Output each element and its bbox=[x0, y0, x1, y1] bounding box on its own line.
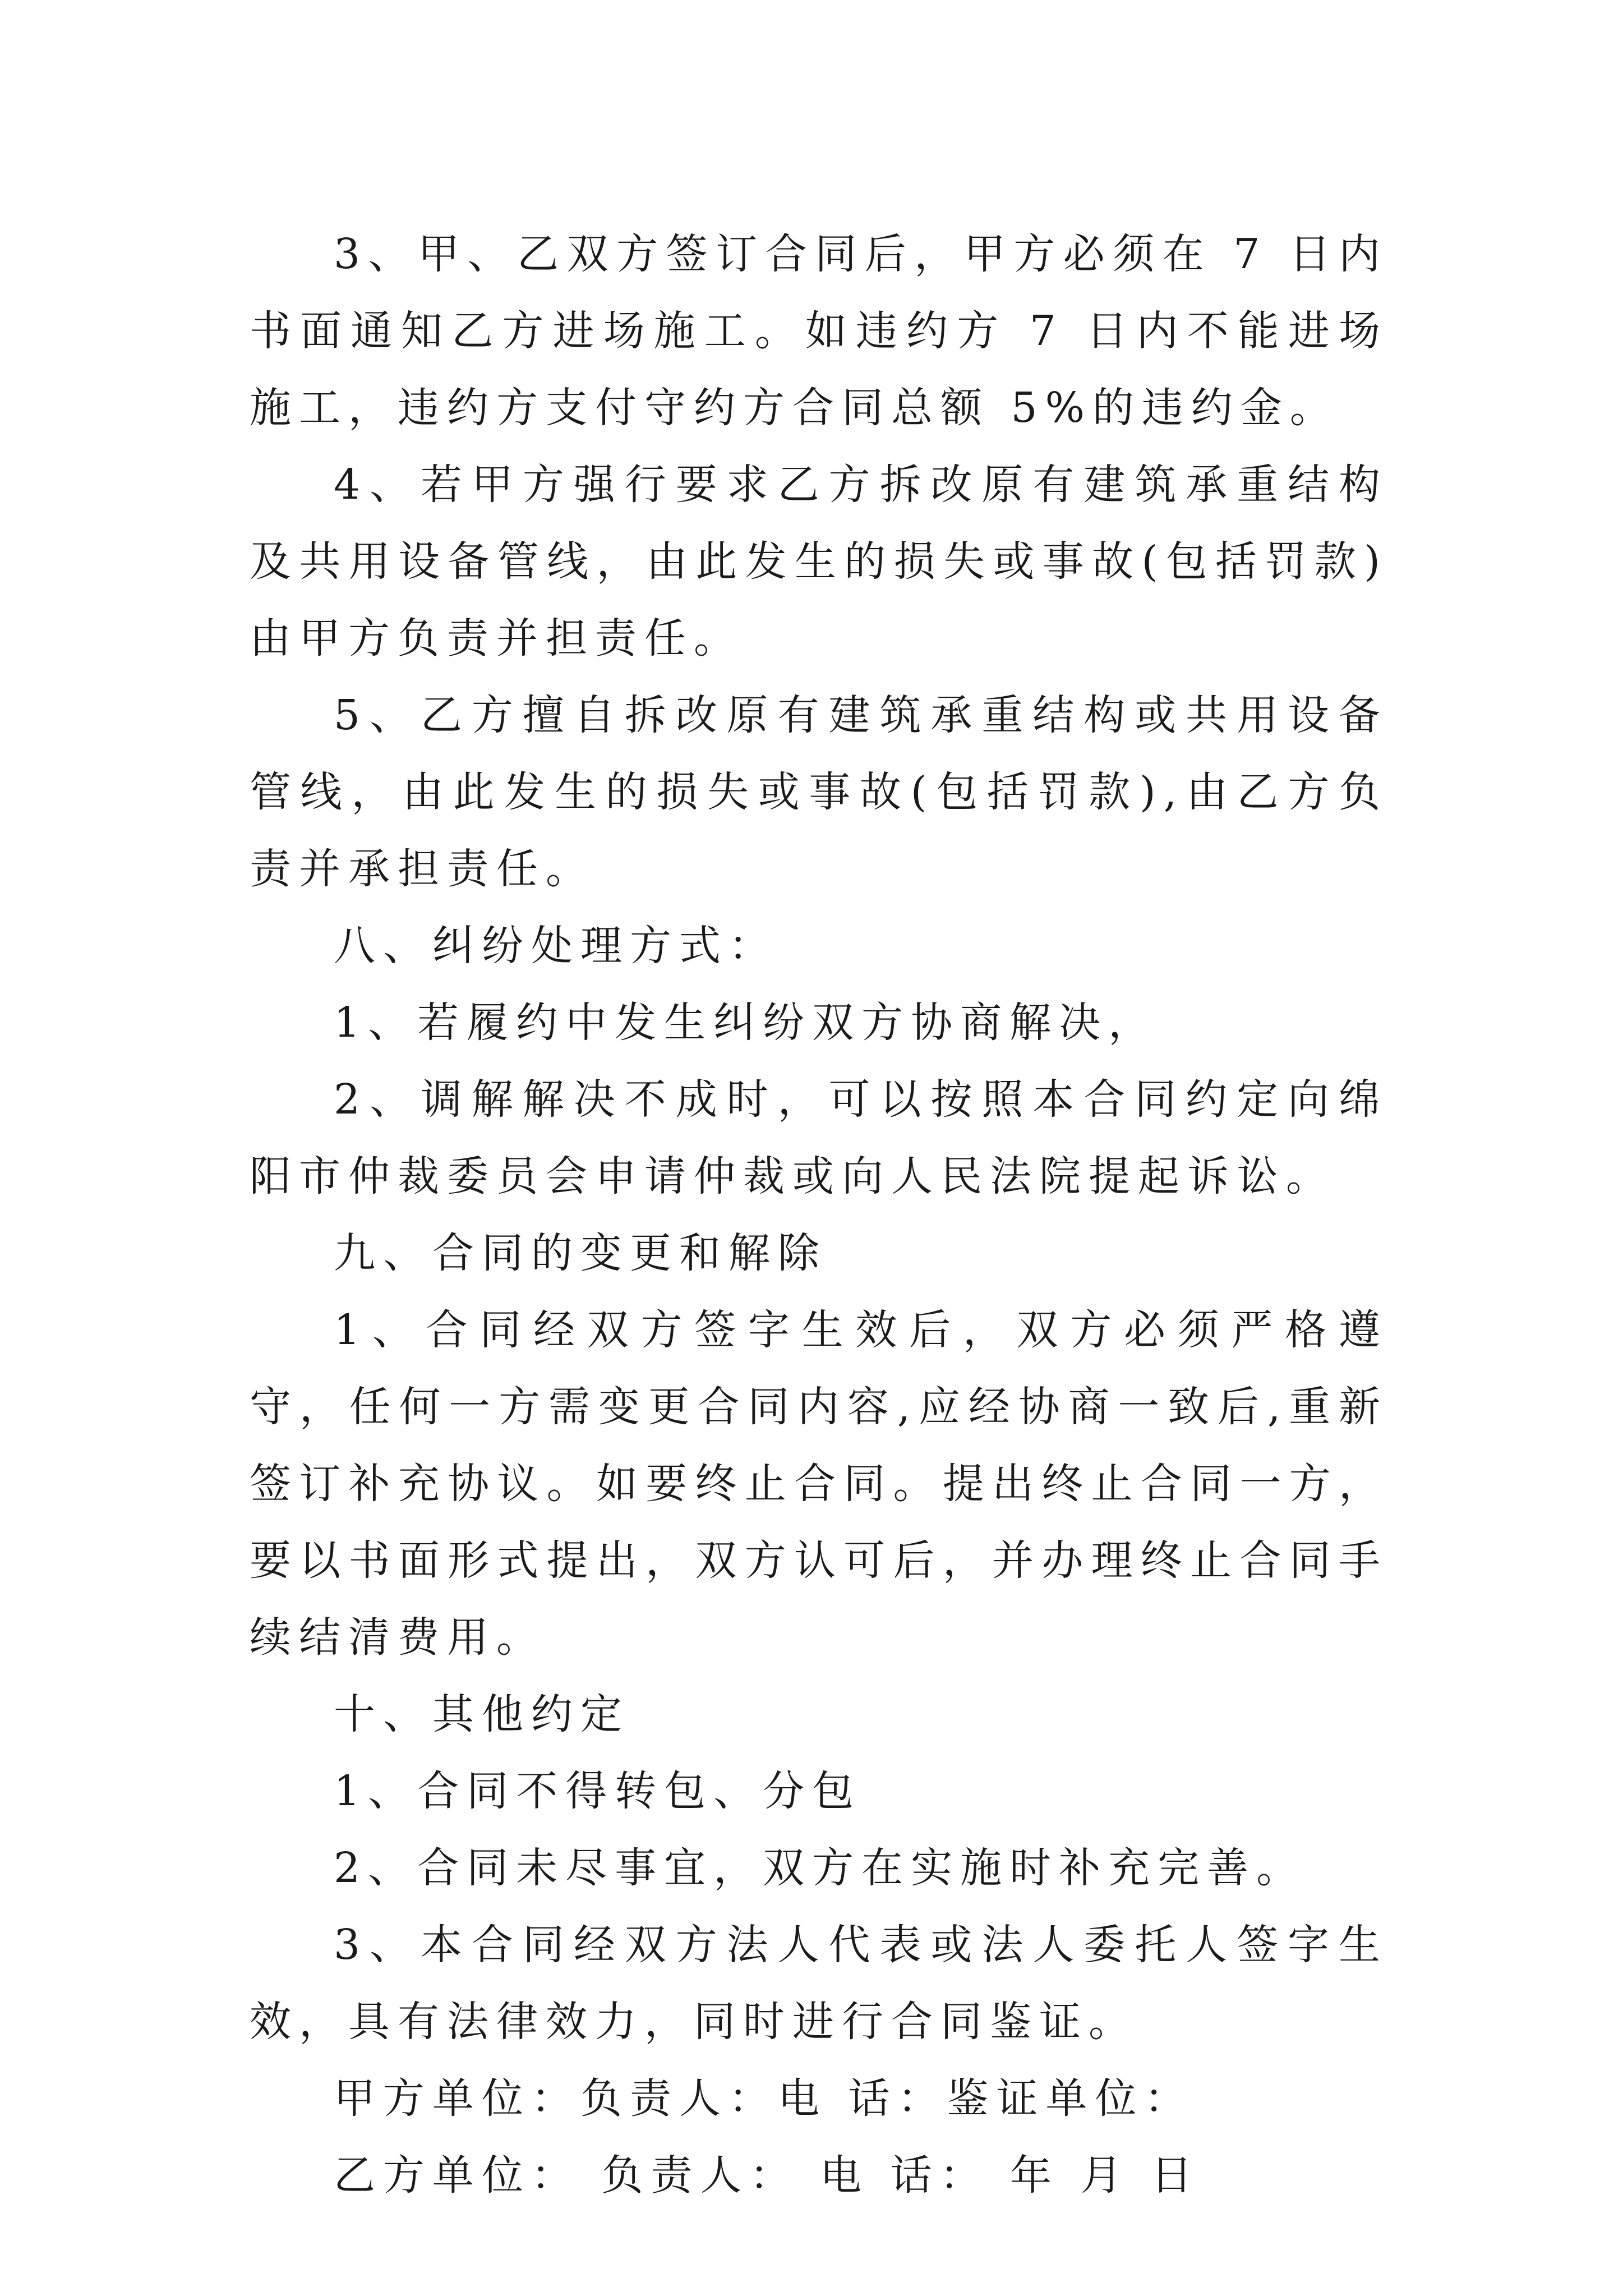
clause7-item3: 3、甲、乙双方签订合同后，甲方必须在 7 日内书面通知乙方进场施工。如违约方 7 日内不能进场施工，违约方支付守约方合同总额 5%的违约金。 bbox=[250, 230, 1388, 432]
clause8-item2: 2、调解解决不成时，可以按照本合同约定向绵阳市仲裁委员会申请仲裁或向人民法院提起诉讼。 bbox=[250, 1075, 1388, 1200]
party-b-signature-line: 乙方单位： 负责人： 电 话： 年 月 日 bbox=[334, 2151, 1201, 2200]
contract-text bbox=[250, 216, 1388, 2214]
clause10-item2: 2、合同未尽事宜，双方在实施时补充完善。 bbox=[334, 1844, 1306, 1892]
clause10-item1: 1、合同不得转包、分包 bbox=[334, 1767, 862, 1815]
clause8-heading: 八、纠纷处理方式： bbox=[334, 922, 778, 970]
party-a-signature-line: 甲方单位：负责人：电 话：鉴证单位： bbox=[334, 2074, 1194, 2123]
clause10-heading: 十、其他约定 bbox=[334, 1690, 630, 1738]
clause9-heading: 九、合同的变更和解除 bbox=[334, 1229, 827, 1277]
clause8-item1: 1、若履约中发生纠纷双方协商解决， bbox=[334, 999, 1158, 1047]
clause7-item5: 5、乙方擅自拆改原有建筑承重结构或共用设备管线，由此发生的损失或事故(包括罚款),由乙方负责并承担责任。 bbox=[250, 691, 1388, 893]
clause9-item1: 1、合同经双方签字生效后，双方必须严格遵守，任何一方需变更合同内容,应经协商一致后,重新签订补充协议。如要终止合同。提出终止合同一方，要以书面形式提出，双方认可后，并办理终止合同手续结清费用。 bbox=[250, 1306, 1388, 1662]
clause10-item3: 3、本合同经双方法人代表或法人委托人签字生效，具有法律效力，同时进行合同鉴证。 bbox=[250, 1921, 1388, 2046]
clause7-item4: 4、若甲方强行要求乙方拆改原有建筑承重结构及共用设备管线，由此发生的损失或事故(包括罚款)由甲方负责并担责任。 bbox=[250, 461, 1388, 662]
